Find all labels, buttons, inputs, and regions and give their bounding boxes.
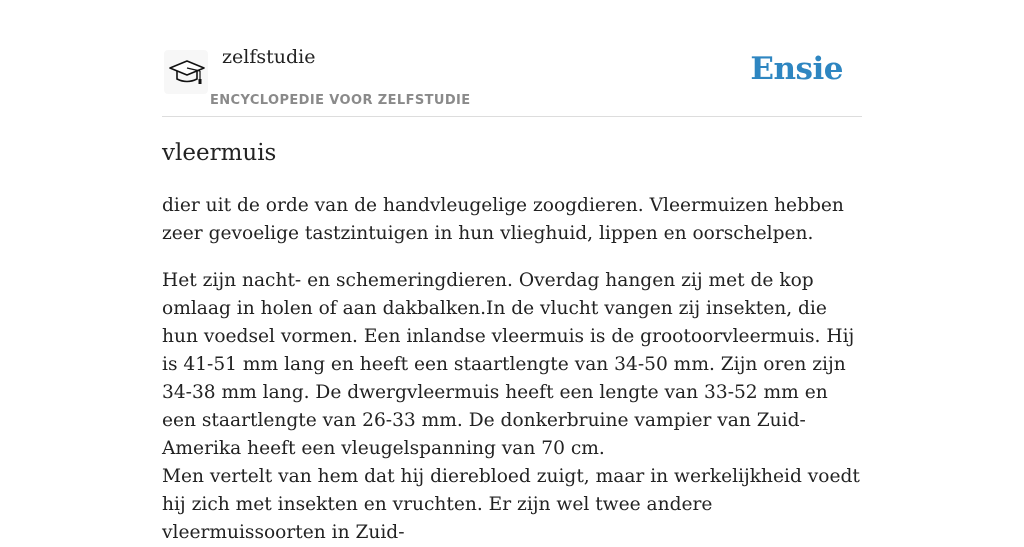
site-tagline: ENCYCLOPEDIE VOOR ZELFSTUDIE bbox=[210, 93, 471, 108]
article-paragraph: dier uit de orde van de handvleugelige zoogdieren. Vleermuizen hebben zeer gevoelige tastzintuigen in hun vlieghuid, lippen en oorschelpen. bbox=[162, 195, 844, 244]
ensie-logo[interactable]: Ensie bbox=[750, 51, 843, 87]
article-title: vleermuis bbox=[162, 140, 277, 166]
page bbox=[162, 0, 862, 543]
site-name[interactable]: zelfstudie bbox=[222, 46, 316, 68]
graduation-cap-icon[interactable] bbox=[164, 50, 208, 94]
site-header bbox=[162, 0, 862, 117]
article-paragraph: Men vertelt van hem dat hij dierebloed zuigt, maar in werkelijkheid voedt hij zich met insekten en vruchten. Er zijn wel twee andere vleermuissoorten in Zuid- bbox=[162, 466, 860, 543]
article-paragraph: Het zijn nacht- en schemeringdieren. Overdag hangen zij met de kop omlaag in holen of aan dakbalken.In de vlucht vangen zij insekten, die hun voedsel vormen. Een inlandse vleermuis is de grootoorvleermuis. Hij is 41-51 mm lang en heeft een staartlengte van 34-50 mm. Zijn oren zijn 34-38 mm lang. De dwergvleermuis heeft een lengte van 33-52 mm en een staartlengte van 26-33 mm. De donkerbruine vampier van Zuid-Amerika heeft een vleugelspanning van 70 cm. bbox=[162, 270, 855, 459]
